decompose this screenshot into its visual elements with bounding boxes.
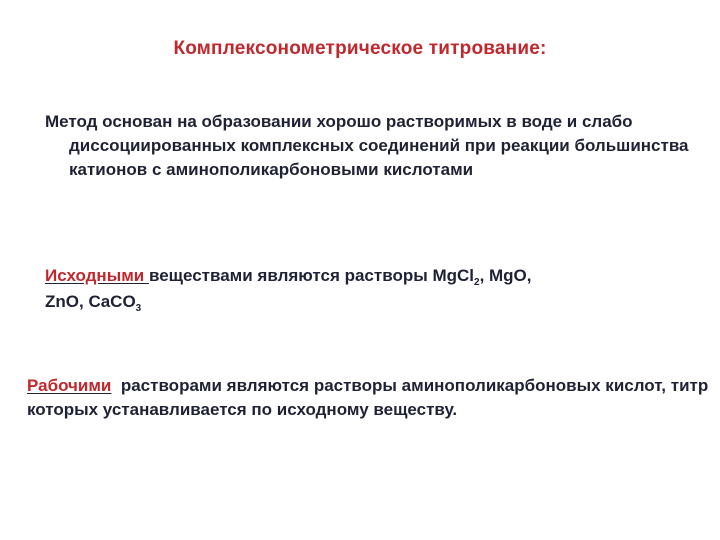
source-substances-text-after: , MgO, <box>479 266 532 285</box>
source-substances-highlight: Исходными <box>45 266 149 285</box>
source-substances-text: веществами являются растворы MgCl <box>148 266 474 285</box>
working-solutions-text: растворами являются растворы аминополикарбоновых кислот, титр которых устанавливается по исходному веществу. <box>27 376 713 419</box>
working-solutions-highlight: Рабочими <box>27 376 112 395</box>
working-solutions-paragraph <box>27 374 717 422</box>
method-paragraph: Метод основан на образовании хорошо растворимых в воде и слабо диссоциированных комплексных соединений при реакции большинства катионов с аминополикарбоновыми кислотами <box>45 112 689 179</box>
mgcl-subscript: 2 <box>474 277 480 288</box>
caco-subscript: 3 <box>135 303 142 314</box>
source-substances-line2-text: ZnO, CaCO <box>45 292 136 311</box>
slide-title: Комплексонометрическое титрование: <box>173 38 547 59</box>
source-substances-line-1 <box>45 263 695 289</box>
source-substances-paragraph <box>45 263 695 315</box>
source-substances-line-2 <box>45 289 695 315</box>
